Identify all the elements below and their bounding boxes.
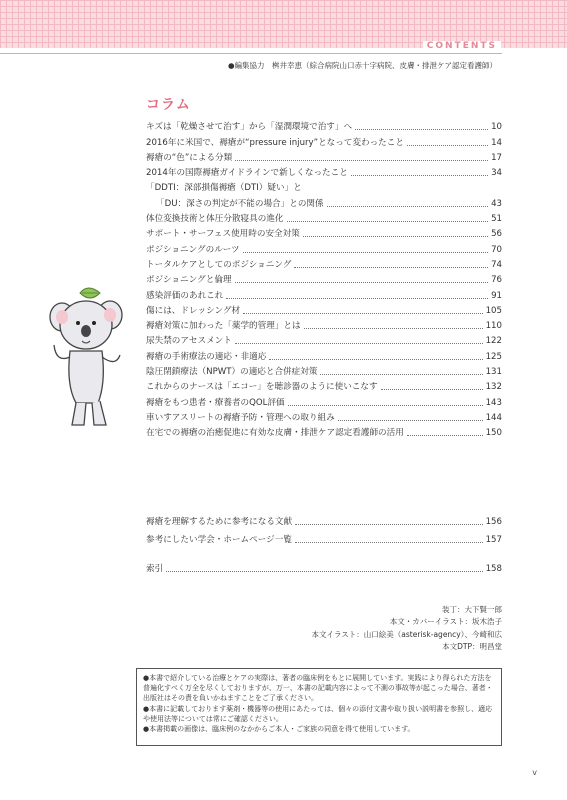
toc-entry-page: 91 [491,290,502,301]
toc-entry-page: 156 [485,517,502,527]
toc-entry-title: 陰圧閉鎖療法（NPWT）の適応と合併症対策 [146,367,318,378]
toc-entry-page: 157 [485,535,502,545]
toc-entry-page: 51 [491,214,502,225]
dot-leader [304,328,483,329]
toc-entry [146,510,502,528]
production-credits [312,604,503,654]
dot-leader [235,343,483,344]
dot-leader [351,175,488,176]
toc-entry-title: 「DU：深さの判定が不能の場合」との関係 [156,198,324,209]
dot-leader [407,435,483,436]
dot-leader [327,206,488,207]
toc-entry-title: 体位変換技術と体圧分散寝具の進化 [146,214,284,225]
toc-entry-title: 2016年に米国で、褥瘡が“pressure injury”となって変わったこと [146,137,404,148]
toc-entry [146,393,502,408]
toc-entry-page: 105 [485,305,502,316]
section-title: コラム [146,97,191,113]
toc-entry [146,118,502,133]
toc-entry-title: ポジショニングと倫理 [146,275,232,286]
reference-list [146,510,502,546]
toc-entry [146,332,502,347]
toc-entry-page: 132 [485,382,502,393]
toc-entry-title: 「DDTI：深部損傷褥瘡（DTI）疑い」と [146,183,302,194]
toc-entry-page: 76 [491,275,502,286]
dot-leader [287,221,489,222]
toc-entry-page: 150 [485,428,502,439]
toc-entry [146,378,502,393]
column-list [146,118,502,439]
toc-entry [146,179,502,194]
notice-paragraph: ●本書で紹介している治療とケアの実際は、著者の臨床例をもとに展開しています。実践により得られた方法を普遍化すべく万全を尽くしておりますが、万一、本書の記載内容によって不測の事故等が起こった場合、著者・出版社はその責を負いかねますことをご了承ください。 [143,674,493,703]
toc-entry [146,210,502,225]
toc-entry-title: 傷には、ドレッシング材 [146,305,241,316]
dot-leader [355,129,488,130]
dot-leader [407,145,488,146]
toc-entry [146,424,502,439]
toc-entry-page: 158 [485,564,502,575]
dot-leader [320,374,482,375]
toc-entry [146,286,502,301]
toc-entry-page: 122 [485,336,502,347]
toc-entry-page: 125 [485,351,502,362]
toc-entry [146,409,502,424]
toc-entry-page: 14 [491,137,502,148]
dot-leader [243,252,488,253]
dot-leader [166,571,482,572]
credit-line: 装丁：大下賢一郎 [442,605,502,614]
editorial-credit: ●編集協力 桝井幸恵（綜合病院山口赤十字病院、皮膚・排泄ケア認定看護師） [228,61,498,70]
toc-entry-title: ポジショニングのルーツ [146,244,240,255]
credit-line: 本文DTP：明昌堂 [442,642,502,652]
dot-leader [303,236,488,237]
toc-entry-title: 在宅での褥瘡の治癒促進に有効な皮膚・排泄ケア認定看護師の活用 [146,428,404,439]
toc-entry-title: 車いすアスリートの褥瘡予防・管理への取り組み [146,412,335,423]
toc-entry-page: 10 [491,122,502,133]
toc-entry-title: キズは「乾燥させて治す」から「湿潤環境で治す」へ [146,122,353,133]
toc-entry [146,164,502,179]
dot-leader [226,298,488,299]
toc-entry-page: 17 [491,152,502,163]
contents-label: CONTENTS [423,41,501,51]
notice-paragraph: ●本書掲載の画像は、臨床例のなかからご本人・ご家族の同意を得て使用しています。 [143,725,415,734]
dot-leader [288,405,483,406]
toc-entry-title: 褥瘡の“色”による分類 [146,152,233,163]
dot-leader [295,542,483,543]
toc-entry [146,225,502,240]
credit-line: 本文イラスト：山口絵美（asterisk-agency）、今崎和広 [311,629,502,639]
toc-entry-title: 褥瘡をもつ患者・療養者のQOL評価 [146,397,285,408]
toc-entry [146,194,502,209]
toc-entry [146,528,502,546]
toc-entry [146,149,502,164]
toc-entry-page: 74 [491,259,502,270]
toc-entry [146,363,502,378]
toc-entry-title: トータルケアとしてのポジショニング [146,259,292,270]
toc-entry-title: 参考にしたい学会・ホームページ一覧 [146,535,292,545]
dot-leader [295,524,482,525]
toc-entry-page: 56 [491,229,502,240]
toc-entry-page: 70 [491,244,502,255]
notice-box [136,668,502,746]
dot-leader [269,359,482,360]
toc-entry-title: 褥瘡を理解するために参考になる文献 [146,517,293,527]
dot-leader [381,389,483,390]
toc-entry-title: 褥瘡の手術療法の適応・非適応 [146,351,267,362]
index-entry [146,560,502,575]
dot-leader [294,267,488,268]
toc-entry-page: 144 [485,412,502,423]
dot-leader [243,313,483,314]
toc-entry [146,256,502,271]
toc-entry-page: 43 [491,198,502,209]
dot-leader [338,420,483,421]
toc-entry-title: 索引 [146,564,164,575]
toc-entry [146,271,502,286]
toc-entry [146,560,502,575]
header-rule [0,53,502,54]
toc-entry-page: 131 [485,367,502,378]
toc-entry-title: 褥瘡対策に加わった「薬学的管理」とは [146,321,301,332]
page-number: v [532,768,537,777]
toc-entry-page: 110 [485,321,502,332]
koala-mascot-illustration [48,285,126,435]
dot-leader [235,160,488,161]
toc-entry-title: サポート・サーフェス使用時の安全対策 [146,229,300,240]
toc-entry [146,317,502,332]
toc-entry [146,347,502,362]
toc-entry [146,302,502,317]
notice-paragraph: ●本書に記載しております薬剤・機器等の使用にあたっては、個々の添付文書や取り扱い説明書を参照し、適応や使用法等については常にご確認ください。 [143,704,493,723]
toc-entry-title: 尿失禁のアセスメント [146,336,232,347]
toc-entry [146,133,502,148]
toc-entry-page: 143 [485,397,502,408]
credit-line: 本文・カバーイラスト：坂木浩子 [389,617,502,627]
dot-leader [235,282,489,283]
toc-entry-title: 2014年の国際褥瘡ガイドラインで新しくなったこと [146,168,348,179]
toc-entry-page: 34 [491,168,502,179]
toc-entry-title: これからのナースは「エコー」を聴診器のように使いこなす [146,382,378,393]
toc-entry [146,240,502,255]
toc-entry-title: 感染評価のあれこれ [146,290,224,301]
